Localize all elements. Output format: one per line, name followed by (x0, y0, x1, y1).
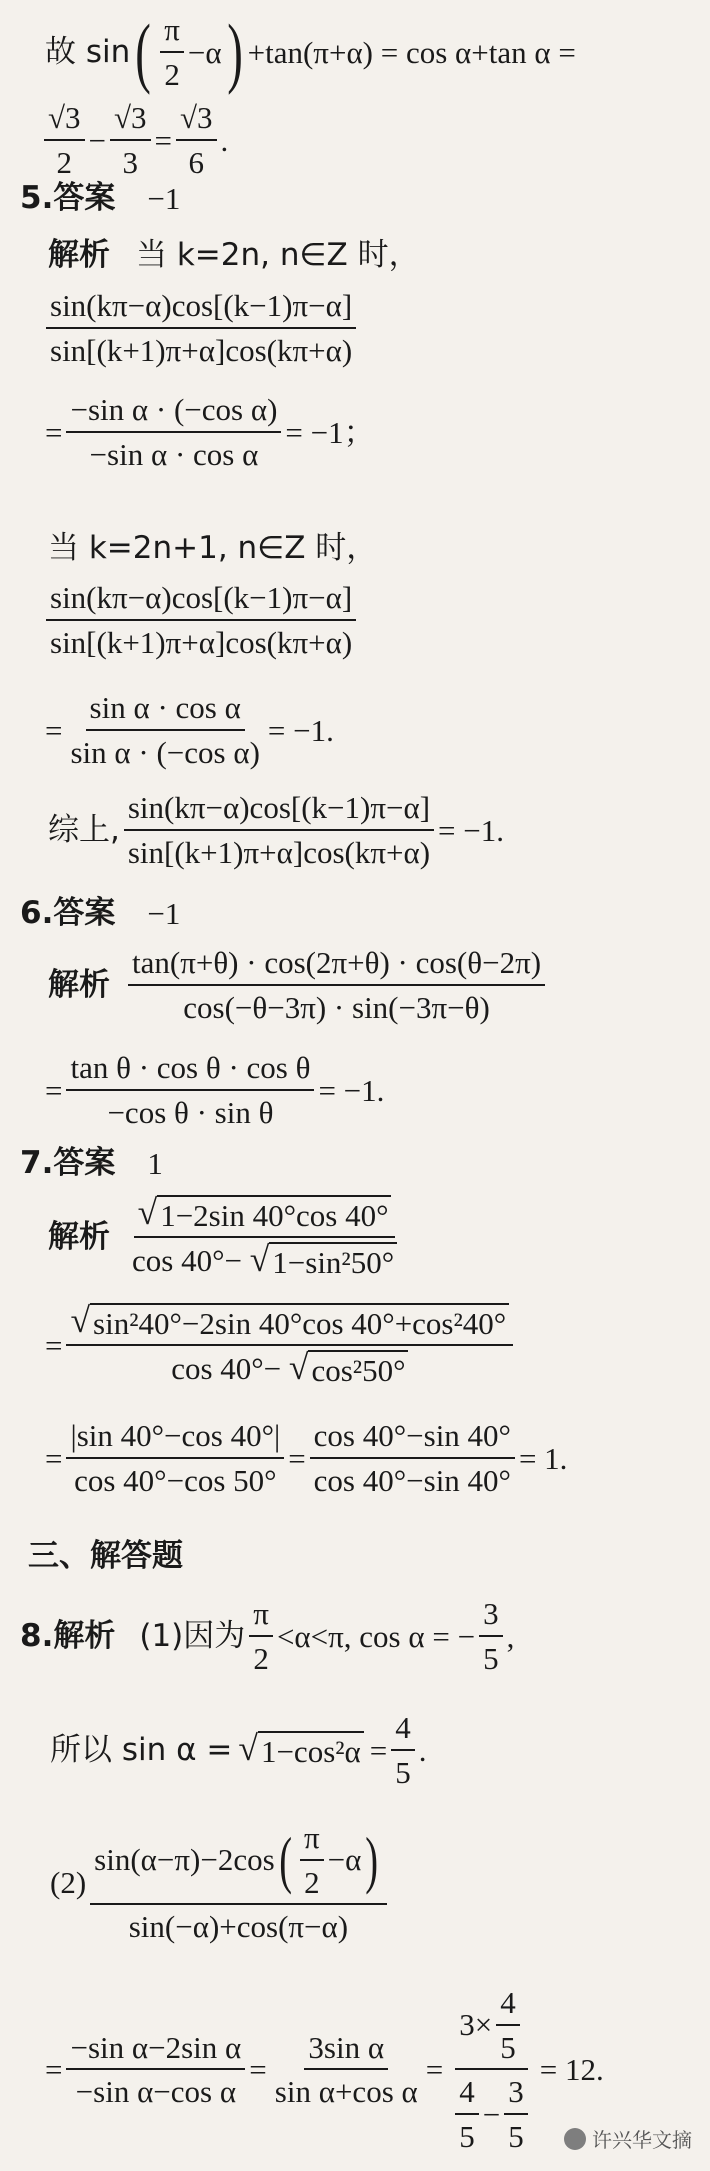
q5-jiexi: 解析 (48, 237, 110, 273)
q6-jiexi-line: 解析 $\frac{\tan(\pi+\theta) \cdot \cos(2\pi+\theta) \cdot \cos(\theta-2\pi)}{\cos(-\theta-3\pi) \cdot \sin(-3\pi-\theta)}$ (48, 945, 549, 1025)
q7-frac: √ 1−2sin 40°cos 40° cos 40°− √ 1−sin²50° (128, 1195, 401, 1280)
q5-step2: = $\frac{\text{sin α · cos α}}{\text{sin α · (−cos α)}}$ = −1. (45, 690, 334, 770)
q5-frac1-body: $\frac{\sin(k\pi-\alpha)\cos[(k-1)\pi-\alpha]}{\sin[(k+1)\pi+\alpha]\cos(k\pi+\alpha)}$ (46, 288, 356, 368)
q7-step1-frac: √ sin²40°−2sin 40°cos 40°+cos²40° cos 40°− √ cos²50° (66, 1303, 513, 1388)
frac-sqrt3-6: $\frac{√3}{6}$ (176, 100, 217, 180)
q8-part1-line1: 8.解析 (1)因为 $\frac{\pi}{2}$ <α<π, cos α = − $\frac{3}{5}$ , (20, 1596, 515, 1676)
q5-when1: 当 k=2n, n∈Z 时， (136, 237, 420, 273)
sqrt-sign: √ cos²50° (289, 1350, 409, 1388)
q7-step2: = $\frac{|\sin 40^\circ-\cos 40^\circ|}{\cos 40^\circ-\cos 50^\circ}$ = $\frac{\cos 40^\circ-\sin 40^\circ}{\cos 40^\circ-\sin 40^\circ}$ = 1. (45, 1418, 568, 1498)
q7-jiexi-line: 解析 √ 1−2sin 40°cos 40° cos 40°− √ 1−sin²50° (48, 1195, 405, 1280)
q8-steps: = $\frac{\text{−sin α−2sin α}}{\text{−sin α−cos α}}$ = $\frac{\text{3sin α}}{\text{sin α+cos α}}$ = 3× $\frac{4}{5}$ $\frac{4}{5}$ − $\frac{3}{5}$ = 12. (45, 1985, 604, 2154)
q5-frac2 (42, 580, 360, 660)
pi-over-2: $\frac{\pi}{2}$ (160, 12, 184, 92)
q5-step1-frac: $\frac{\text{−sin α · (−cos α)}}{\text{−sin α · cos α}}$ (66, 392, 281, 472)
q5-frac2-body: $\frac{\sin(k\pi-\alpha)\cos[(k-1)\pi-\alpha]}{\sin[(k+1)\pi+\alpha]\cos(k\pi+\alpha)}$ (46, 580, 356, 660)
q7-step2-frac: $\frac{|\sin 40^\circ-\cos 40^\circ|}{\cos 40^\circ-\cos 50^\circ}$ (66, 1418, 284, 1498)
q6-step-frac: $\frac{\text{tan θ · cos θ · cos θ}}{\text{−cos θ · sin θ}}$ (66, 1050, 314, 1130)
q8-step3-frac: 3× $\frac{4}{5}$ $\frac{4}{5}$ − $\frac{3}{5}$ (447, 1985, 535, 2155)
line1-prefix: 故 sin (45, 33, 131, 70)
q5-step2-frac: $\frac{\text{sin α · cos α}}{\text{sin α · (−cos α)}}$ (70, 690, 260, 770)
frac-sqrt3-2: $\frac{√3}{2}$ (44, 100, 85, 180)
line1-rest: +tan(π+α) = cos α+tan α = (247, 34, 576, 70)
q6-frac: $\frac{\tan(\pi+\theta) \cdot \cos(2\pi+\theta) \cdot \cos(\theta-2\pi)}{\cos(-\theta-3\pi) \cdot \sin(-3\pi-\theta)}$ (128, 945, 545, 1025)
section-title: 三、解答题 (28, 1538, 183, 1574)
q8-4-over-5: $\frac{4}{5}$ (391, 1710, 415, 1790)
q5-step1: = $\frac{\text{−sin α · (−cos α)}}{\text{−sin α · cos α}}$ = −1； (45, 392, 375, 472)
q5-summary: 综上, $\frac{\sin(k\pi-\alpha)\cos[(k-1)\pi-\alpha]}{\sin[(k+1)\pi+\alpha]\cos(k\pi+\alpha)}$ = −1. (48, 790, 505, 870)
sqrt-sign: √ 1−sin²50° (250, 1242, 397, 1280)
q5-when2: 当 k=2n+1, n∈Z 时， (48, 530, 378, 566)
q8-step2-frac: $\frac{\text{3sin α}}{\text{sin α+cos α}}$ (274, 2029, 418, 2110)
q5-answer-line (20, 180, 181, 216)
right-paren: ) (226, 8, 243, 96)
frac-sqrt3-3: $\frac{√3}{3}$ (110, 100, 151, 180)
q8-3-over-5: $\frac{3}{5}$ (479, 1596, 503, 1676)
q8-part2: (2) sin(α−π)−2cos ( $\frac{\pi}{2}$ −α ) sin(−α)+cos(π−α) (50, 1820, 391, 1945)
q5-when1-line (48, 237, 420, 273)
sqrt-sign: √ 1−cos²α (238, 1731, 363, 1769)
sqrt-sign: √ 1−2sin 40°cos 40° (138, 1195, 392, 1233)
wechat-icon (564, 2128, 586, 2150)
q7-step1: = √ sin²40°−2sin 40°cos 40°+cos²40° cos 40°− √ cos²50° (45, 1303, 517, 1388)
q7-answer-line: 7.答案 1 (20, 1145, 163, 1181)
q5-frac1 (42, 288, 360, 368)
sqrt-sign: √ sin²40°−2sin 40°cos 40°+cos²40° (70, 1303, 509, 1341)
q6-answer-line: 6.答案 −1 (20, 895, 181, 931)
q8-step1-frac: $\frac{\text{−sin α−2sin α}}{\text{−sin α−cos α}}$ (66, 2030, 245, 2110)
q8-part1-line2: 所以 sin α = √ 1−cos²α = $\frac{4}{5}$ . (50, 1710, 427, 1790)
q8-part2-frac: sin(α−π)−2cos ( $\frac{\pi}{2}$ −α ) sin(−α)+cos(π−α) (90, 1820, 387, 1945)
q8-pi-over-2: $\frac{\pi}{2}$ (249, 1596, 273, 1676)
q5-answer: −1 (147, 181, 181, 216)
line-2: $\frac{√3}{2}$ − $\frac{√3}{3}$ = $\frac{√3}{6}$ . (40, 100, 228, 180)
q5-label: 5.答案 (20, 180, 116, 216)
q6-step: = $\frac{\text{tan θ · cos θ · cos θ}}{\text{−cos θ · sin θ}}$ = −1. (45, 1050, 385, 1130)
left-paren: ( (135, 8, 152, 96)
watermark: 许兴华文摘 (564, 2124, 692, 2153)
q7-step3-frac: $\frac{\cos 40^\circ-\sin 40^\circ}{\cos 40^\circ-\sin 40^\circ}$ (310, 1418, 515, 1498)
q5-summary-frac: $\frac{\sin(k\pi-\alpha)\cos[(k-1)\pi-\alpha]}{\sin[(k+1)\pi+\alpha]\cos(k\pi+\alpha)}$ (124, 790, 434, 870)
line-1: 故 sin ( $\frac{\pi}{2}$ −α ) +tan(π+α) = cos α+tan α = (45, 8, 576, 96)
